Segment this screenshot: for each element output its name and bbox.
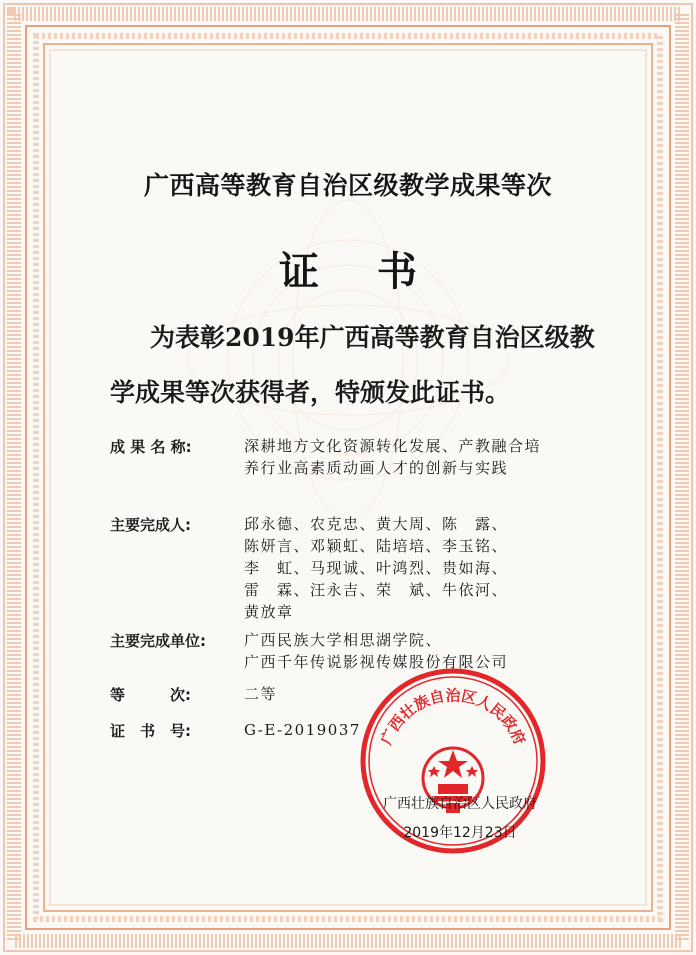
cert-number-label: 证 书 号:	[110, 722, 191, 740]
issue-date: 2019年12月23日	[403, 825, 517, 841]
achievement-line: 深耕地方文化资源转化发展、产教融合培	[244, 437, 542, 455]
grade-label: 等 次:	[110, 686, 191, 704]
certificate-main-title: 广西高等教育自治区级教学成果等次	[143, 171, 552, 200]
units-label: 主要完成单位:	[110, 632, 206, 650]
seal-text: 广西壮族自治区人民政府	[377, 686, 529, 748]
completers-value	[244, 513, 508, 623]
completers-line: 李 虹、马现诚、叶鸿烈、贵如海、	[244, 559, 509, 577]
completers-line: 陈妍言、邓颖虹、陆培培、李玉铭、	[244, 537, 509, 555]
certificate-heading: 证书	[279, 249, 475, 295]
completers-line: 雷 霖、汪永吉、荣 斌、牛依河、	[244, 581, 509, 599]
grade-value: 二等	[244, 685, 278, 703]
issuer-name: 广西壮族自治区人民政府	[383, 796, 537, 812]
commendation-line-1: 为表彰2019年广西高等教育自治区级教	[150, 323, 595, 352]
achievement-value	[244, 435, 541, 479]
units-line: 广西民族大学相思湖学院、	[244, 631, 443, 649]
completers-line: 邱永德、农克忠、黄大周、陈 露、	[244, 515, 509, 533]
commendation-line-2: 学成果等次获得者，特颁发此证书。	[110, 378, 511, 407]
units-line: 广西千年传说影视传媒股份有限公司	[244, 653, 509, 671]
achievement-label: 成 果 名 称:	[110, 438, 192, 456]
cert-number-value: G-E-2019037	[244, 721, 361, 739]
completers-label: 主要完成人:	[110, 516, 191, 534]
completers-line: 黄放章	[244, 603, 294, 621]
achievement-line: 养行业高素质动画人才的创新与实践	[244, 459, 509, 477]
